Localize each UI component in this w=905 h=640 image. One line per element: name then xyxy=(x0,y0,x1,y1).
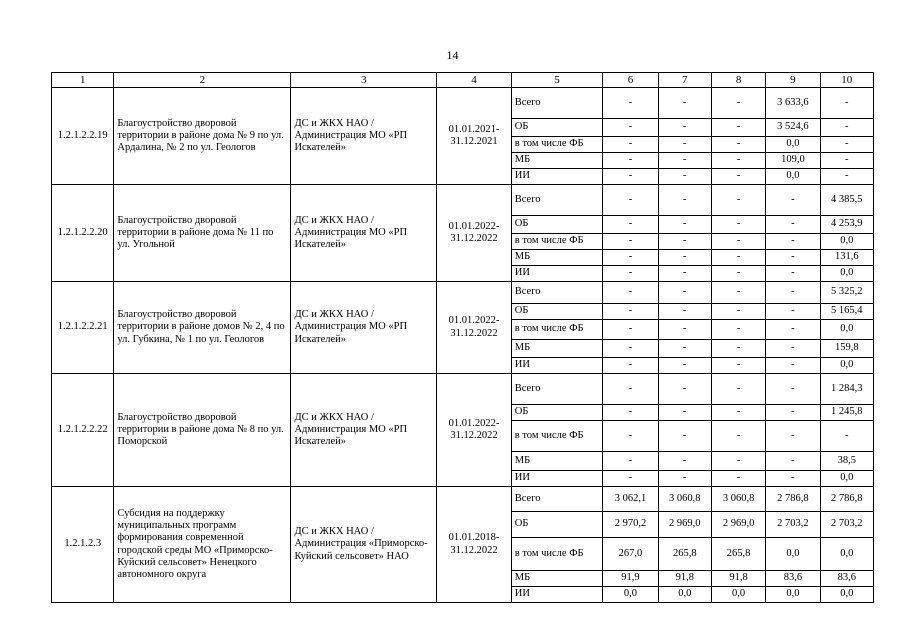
amount-cell: - xyxy=(603,250,658,266)
amount-cell: 1 245,8 xyxy=(820,405,873,421)
amount-cell: - xyxy=(766,358,820,374)
entry-name: Благоустройство дворовой территории в районе дома № 11 по ул. Угольной xyxy=(114,185,291,282)
amount-cell: - xyxy=(820,169,873,185)
amount-cell: - xyxy=(766,374,820,405)
entry-executor: ДС и ЖКХ НАО / Администрация МО «РП Искателей» xyxy=(291,282,437,374)
entry-name: Благоустройство дворовой территории в районе дома № 9 по ул. Ардалина, № 2 по ул. Геологов xyxy=(114,88,291,185)
amount-cell: 2 786,8 xyxy=(766,487,820,512)
table-row xyxy=(52,374,874,405)
funding-source: МБ xyxy=(511,452,603,471)
amount-cell: - xyxy=(658,137,711,153)
amount-cell: - xyxy=(603,88,658,119)
amount-cell: 2 969,0 xyxy=(711,512,765,538)
amount-cell: 0,0 xyxy=(766,538,820,571)
column-header: 6 xyxy=(603,73,658,88)
amount-cell: 0,0 xyxy=(603,587,658,603)
amount-cell: - xyxy=(603,185,658,216)
amount-cell: - xyxy=(658,153,711,169)
amount-cell: - xyxy=(766,421,820,452)
amount-cell: - xyxy=(603,374,658,405)
amount-cell: - xyxy=(658,169,711,185)
amount-cell: 91,9 xyxy=(603,571,658,587)
amount-cell: - xyxy=(820,88,873,119)
amount-cell: 3 060,8 xyxy=(711,487,765,512)
amount-cell: - xyxy=(711,405,765,421)
funding-source: ОБ xyxy=(511,512,603,538)
amount-cell: - xyxy=(711,250,765,266)
amount-cell: 5 325,2 xyxy=(820,282,873,304)
amount-cell: - xyxy=(711,421,765,452)
column-header: 2 xyxy=(114,73,291,88)
funding-source: ИИ xyxy=(511,587,603,603)
page-number: 14 xyxy=(446,48,459,62)
amount-cell: - xyxy=(658,405,711,421)
amount-cell: 3 524,6 xyxy=(766,119,820,137)
amount-cell: - xyxy=(658,374,711,405)
amount-cell: 265,8 xyxy=(658,538,711,571)
budget-table xyxy=(51,72,874,603)
amount-cell: - xyxy=(658,119,711,137)
amount-cell: 265,8 xyxy=(711,538,765,571)
entry-executor: ДС и ЖКХ НАО / Администрация «Приморско-Куйский сельсовет» НАО xyxy=(291,487,437,603)
amount-cell: 0,0 xyxy=(820,587,873,603)
amount-cell: - xyxy=(766,234,820,250)
amount-cell: - xyxy=(658,88,711,119)
funding-source: МБ xyxy=(511,250,603,266)
table-row xyxy=(52,282,874,304)
entry-executor: ДС и ЖКХ НАО / Администрация МО «РП Искателей» xyxy=(291,374,437,487)
amount-cell: - xyxy=(711,169,765,185)
amount-cell: - xyxy=(766,320,820,340)
amount-cell: 4 253,9 xyxy=(820,216,873,234)
amount-cell: - xyxy=(766,250,820,266)
amount-cell: - xyxy=(603,304,658,320)
entry-executor: ДС и ЖКХ НАО / Администрация МО «РП Искателей» xyxy=(291,185,437,282)
funding-source: в том числе ФБ xyxy=(511,320,603,340)
funding-source: Всего xyxy=(511,487,603,512)
amount-cell: - xyxy=(766,340,820,358)
amount-cell: - xyxy=(711,471,765,487)
amount-cell: - xyxy=(658,421,711,452)
amount-cell: 159,8 xyxy=(820,340,873,358)
amount-cell: - xyxy=(603,234,658,250)
amount-cell: - xyxy=(658,266,711,282)
amount-cell: - xyxy=(711,234,765,250)
amount-cell: 2 970,2 xyxy=(603,512,658,538)
amount-cell: 2 786,8 xyxy=(820,487,873,512)
entry-period: 01.01.2022-31.12.2022 xyxy=(437,185,511,282)
entry-code: 1.2.1.2.2.19 xyxy=(52,88,114,185)
funding-source: ОБ xyxy=(511,405,603,421)
funding-source: ИИ xyxy=(511,471,603,487)
amount-cell: 0,0 xyxy=(766,587,820,603)
amount-cell: 0,0 xyxy=(820,320,873,340)
amount-cell: - xyxy=(711,153,765,169)
amount-cell: - xyxy=(658,250,711,266)
amount-cell: - xyxy=(603,153,658,169)
amount-cell: - xyxy=(820,421,873,452)
amount-cell: 0,0 xyxy=(711,587,765,603)
amount-cell: 91,8 xyxy=(658,571,711,587)
amount-cell: 1 284,3 xyxy=(820,374,873,405)
amount-cell: - xyxy=(766,304,820,320)
amount-cell: - xyxy=(711,340,765,358)
amount-cell: - xyxy=(658,320,711,340)
amount-cell: 5 165,4 xyxy=(820,304,873,320)
amount-cell: 3 633,6 xyxy=(766,88,820,119)
amount-cell: - xyxy=(711,304,765,320)
amount-cell: 2 703,2 xyxy=(820,512,873,538)
amount-cell: - xyxy=(658,282,711,304)
amount-cell: - xyxy=(603,421,658,452)
amount-cell: - xyxy=(766,471,820,487)
amount-cell: - xyxy=(711,216,765,234)
amount-cell: 83,6 xyxy=(766,571,820,587)
amount-cell: 38,5 xyxy=(820,452,873,471)
column-header: 4 xyxy=(437,73,511,88)
amount-cell: - xyxy=(658,340,711,358)
amount-cell: 0,0 xyxy=(820,471,873,487)
funding-source: ИИ xyxy=(511,266,603,282)
amount-cell: - xyxy=(711,137,765,153)
amount-cell: - xyxy=(658,304,711,320)
amount-cell: 3 060,8 xyxy=(658,487,711,512)
funding-source: в том числе ФБ xyxy=(511,137,603,153)
amount-cell: - xyxy=(711,320,765,340)
amount-cell: - xyxy=(603,452,658,471)
funding-source: МБ xyxy=(511,571,603,587)
amount-cell: 0,0 xyxy=(820,266,873,282)
funding-source: МБ xyxy=(511,153,603,169)
amount-cell: 267,0 xyxy=(603,538,658,571)
funding-source: Всего xyxy=(511,88,603,119)
amount-cell: - xyxy=(603,266,658,282)
amount-cell: - xyxy=(711,185,765,216)
amount-cell: 0,0 xyxy=(820,538,873,571)
amount-cell: - xyxy=(711,358,765,374)
column-header: 3 xyxy=(291,73,437,88)
amount-cell: 4 385,5 xyxy=(820,185,873,216)
amount-cell: - xyxy=(603,282,658,304)
amount-cell: - xyxy=(711,374,765,405)
amount-cell: - xyxy=(603,320,658,340)
header-row xyxy=(52,73,874,88)
amount-cell: - xyxy=(820,153,873,169)
funding-source: в том числе ФБ xyxy=(511,421,603,452)
funding-source: ОБ xyxy=(511,304,603,320)
amount-cell: - xyxy=(603,119,658,137)
amount-cell: 0,0 xyxy=(766,169,820,185)
table-row xyxy=(52,487,874,512)
funding-source: в том числе ФБ xyxy=(511,234,603,250)
amount-cell: - xyxy=(603,471,658,487)
amount-cell: - xyxy=(766,216,820,234)
amount-cell: - xyxy=(603,405,658,421)
entry-name: Субсидия на поддержку муниципальных программ формирования современной городской среды МО «Приморско-Куйский сельсовет» Ненецкого автономного округа xyxy=(114,487,291,603)
table-body xyxy=(52,88,874,603)
amount-cell: 3 062,1 xyxy=(603,487,658,512)
amount-cell: - xyxy=(820,137,873,153)
amount-cell: 109,0 xyxy=(766,153,820,169)
amount-cell: - xyxy=(711,282,765,304)
column-header: 9 xyxy=(766,73,820,88)
amount-cell: - xyxy=(766,185,820,216)
funding-source: Всего xyxy=(511,374,603,405)
entry-period: 01.01.2022-31.12.2022 xyxy=(437,282,511,374)
amount-cell: 83,6 xyxy=(820,571,873,587)
amount-cell: - xyxy=(603,137,658,153)
amount-cell: 0,0 xyxy=(658,587,711,603)
column-header: 1 xyxy=(52,73,114,88)
amount-cell: - xyxy=(658,358,711,374)
amount-cell: - xyxy=(603,216,658,234)
amount-cell: - xyxy=(766,452,820,471)
amount-cell: - xyxy=(711,119,765,137)
amount-cell: - xyxy=(603,340,658,358)
amount-cell: 0,0 xyxy=(820,234,873,250)
amount-cell: - xyxy=(658,452,711,471)
entry-period: 01.01.2022-31.12.2022 xyxy=(437,374,511,487)
funding-source: ОБ xyxy=(511,216,603,234)
amount-cell: 2 969,0 xyxy=(658,512,711,538)
amount-cell: - xyxy=(658,471,711,487)
amount-cell: - xyxy=(658,234,711,250)
funding-source: ИИ xyxy=(511,358,603,374)
funding-source: ИИ xyxy=(511,169,603,185)
entry-executor: ДС и ЖКХ НАО / Администрация МО «РП Искателей» xyxy=(291,88,437,185)
amount-cell: 0,0 xyxy=(766,137,820,153)
amount-cell: 91,8 xyxy=(711,571,765,587)
amount-cell: 131,6 xyxy=(820,250,873,266)
amount-cell: - xyxy=(766,405,820,421)
amount-cell: 0,0 xyxy=(820,358,873,374)
amount-cell: - xyxy=(603,169,658,185)
amount-cell: 2 703,2 xyxy=(766,512,820,538)
amount-cell: - xyxy=(658,216,711,234)
entry-code: 1.2.1.2.2.21 xyxy=(52,282,114,374)
amount-cell: - xyxy=(766,266,820,282)
amount-cell: - xyxy=(711,88,765,119)
entry-code: 1.2.1.2.2.20 xyxy=(52,185,114,282)
entry-name: Благоустройство дворовой территории в районе дома № 8 по ул. Поморской xyxy=(114,374,291,487)
amount-cell: - xyxy=(603,358,658,374)
funding-source: Всего xyxy=(511,282,603,304)
table-row xyxy=(52,88,874,119)
column-header: 5 xyxy=(511,73,603,88)
funding-source: МБ xyxy=(511,340,603,358)
table-row xyxy=(52,185,874,216)
amount-cell: - xyxy=(766,282,820,304)
entry-period: 01.01.2021-31.12.2021 xyxy=(437,88,511,185)
amount-cell: - xyxy=(820,119,873,137)
entry-period: 01.01.2018-31.12.2022 xyxy=(437,487,511,603)
amount-cell: - xyxy=(711,266,765,282)
entry-code: 1.2.1.2.2.22 xyxy=(52,374,114,487)
amount-cell: - xyxy=(711,452,765,471)
funding-source: в том числе ФБ xyxy=(511,538,603,571)
funding-source: ОБ xyxy=(511,119,603,137)
column-header: 10 xyxy=(820,73,873,88)
entry-code: 1.2.1.2.3 xyxy=(52,487,114,603)
column-header: 7 xyxy=(658,73,711,88)
amount-cell: - xyxy=(658,185,711,216)
column-header: 8 xyxy=(711,73,765,88)
entry-name: Благоустройство дворовой территории в районе домов № 2, 4 по ул. Губкина, № 1 по ул. Геологов xyxy=(114,282,291,374)
funding-source: Всего xyxy=(511,185,603,216)
